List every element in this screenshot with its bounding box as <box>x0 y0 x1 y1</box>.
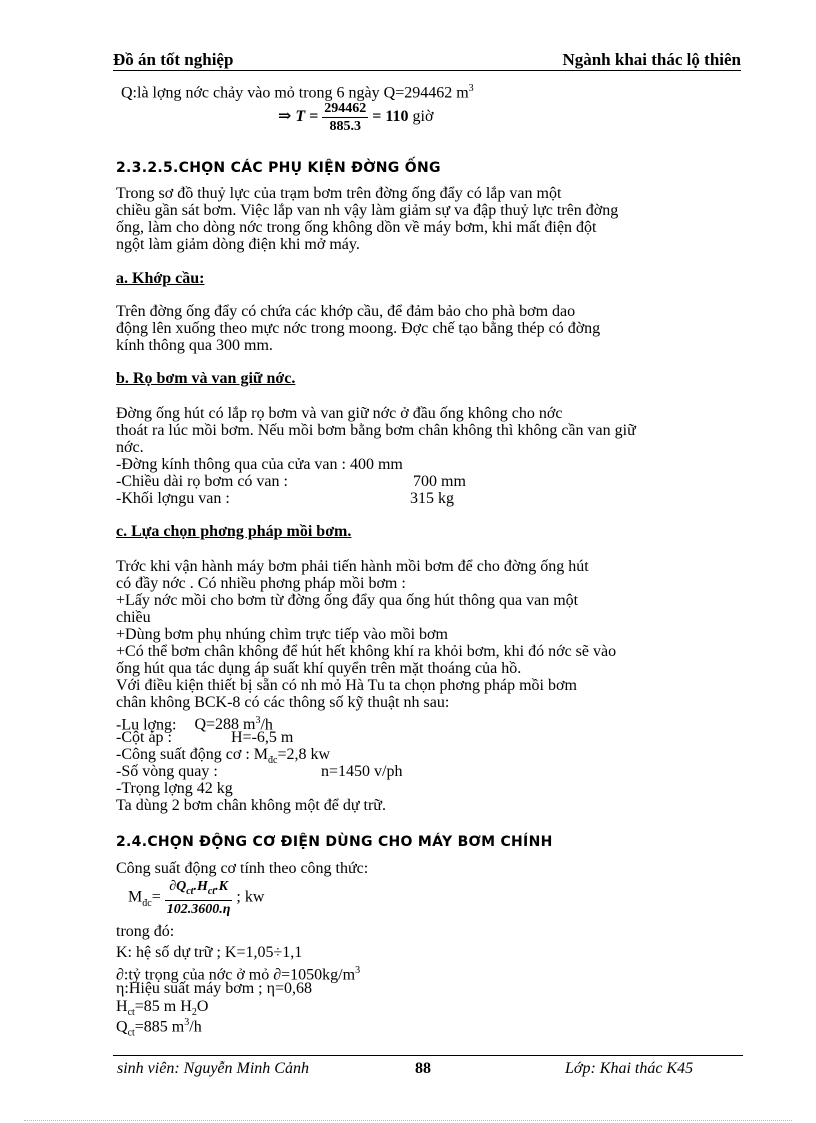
pump-power: -Công suất động cơ : $M_{đc}=2,8$ kw <box>116 746 331 767</box>
formula-intro: Công suất động cơ tính theo công thức: <box>116 860 369 877</box>
k-line: K: hệ số dự trữ ; K=1,05÷1,1 <box>116 944 303 961</box>
spec-row-2: -Chiều dài rọ bơm có van : 700 mm <box>116 473 466 490</box>
sub-b-body: Đờng ống hút có lắp rọ bơm và van giữ nớc ở đầu ống không cho nớc thoát ra lúc mồi bơm. Nếu mồi bơm bằng bơm chân không thì không cần van giữ nớc. <box>116 405 636 456</box>
spec-row-3: -Khối lợngu van : 315 kg <box>116 490 454 507</box>
t-formula: ⇒ T = $\frac{294462}{885.3}$ = 110 giờ <box>278 101 434 134</box>
pump-flow: -Lu lợng: Q=288 $m^3/h$ <box>116 715 273 734</box>
header-left: Đồ án tốt nghiệp <box>113 50 234 69</box>
subheading-b: b. Rọ bơm và van giữ nớc. <box>116 370 296 387</box>
subheading-c: c. Lựa chọn phơng pháp mồi bơm. <box>116 523 352 540</box>
page-number: 88 <box>415 1060 431 1077</box>
q-line: Q:là lợng nớc chảy vào mỏ trong 6 ngày Q=294462 $m^3$ <box>121 83 474 102</box>
qct-line: $Q_{ct}=885$ $m^3/h$ <box>116 1017 202 1039</box>
footer-student: sinh viên: Nguyễn Minh Cảnh <box>117 1060 309 1077</box>
page-bottom-divider <box>24 1120 792 1121</box>
pump-speed: -Số vòng quay : n=1450 v/ph <box>116 763 403 780</box>
footer-class: Lớp: Khai thác K45 <box>565 1060 694 1077</box>
section-title-24: 2.4.CHỌN ĐỘNG CƠ ĐIỆN DÙNG CHO MÁY BƠM CHÍNH <box>116 834 553 850</box>
eta-line: η:Hiệu suất máy bơm ; η=0,68 <box>116 980 312 997</box>
spec-row-1: -Đờng kính thông qua của cửa van : 400 mm <box>116 456 403 473</box>
pump-closing: Ta dùng 2 bơm chân không một để dự trữ. <box>116 797 386 814</box>
page-header <box>113 50 741 71</box>
section-2325-body: Trong sơ đồ thuỷ lực của trạm bơm trên đờng ống đẩy có lắp van một chiều gần sát bơm. Việc lắp van nh vậy làm giảm sự va đập thuỷ lực trên đờng ống, làm cho dòng nớc trong ống không dồn về máy bơm, khi mất điện đột ngột làm giảm dòng điện khi mở máy. <box>116 185 619 253</box>
rho-line: ∂:tỷ trọng của nớc ở mỏ $\partial=1050kg/m^3$ <box>116 965 361 984</box>
where-label: trong đó: <box>116 923 175 940</box>
subheading-a: a. Khớp cầu: <box>116 270 205 287</box>
pump-head: -Cột áp : H=-6,5 m <box>116 729 294 746</box>
hct-line: $H_{ct}=85$ m $H_2O$ <box>116 998 209 1019</box>
motor-formula: $M_{đc}=$ $\frac{\partial Q_{ct}.H_{ct}.K}{102.3600.\eta}$ ; kw <box>128 879 265 917</box>
sub-c-body: Trớc khi vận hành máy bơm phải tiến hành mồi bơm để cho đờng ống hút có đầy nớc . Có nhiều phơng pháp mồi bơm : +Lấy nớc mồi cho bơm từ đờng ống đẩy qua ống hút thông qua van một chiều +Dùng bơm phụ nhúng chìm trực tiếp vào mồi bơm +Có thể bơm chân không để hút hết không khí ra khỏi bơm, khi đó nớc sẽ vào ống hút qua tác dụng áp suất khí quyển trên mặt thoáng của hồ. Với điều kiện thiết bị sẵn có nh mỏ Hà Tu ta chọn phơng pháp mồi bơm chân không BCK-8 có các thông số kỹ thuật nh sau: <box>116 558 617 711</box>
sub-a-body: Trên đờng ống đẩy có chứa các khớp cầu, để đảm bảo cho phà bơm dao động lên xuống theo mực nớc trong moong. Đợc chế tạo bằng thép có đờng kính thông qua 300 mm. <box>116 303 601 354</box>
page-footer <box>113 1055 743 1077</box>
header-right: Ngành khai thác lộ thiên <box>562 50 741 69</box>
pump-weight: -Trọng lợng 42 kg <box>116 780 233 797</box>
section-title-2325: 2.3.2.5.CHỌN CÁC PHỤ KIỆN ĐỜNG ỐNG <box>116 160 441 176</box>
